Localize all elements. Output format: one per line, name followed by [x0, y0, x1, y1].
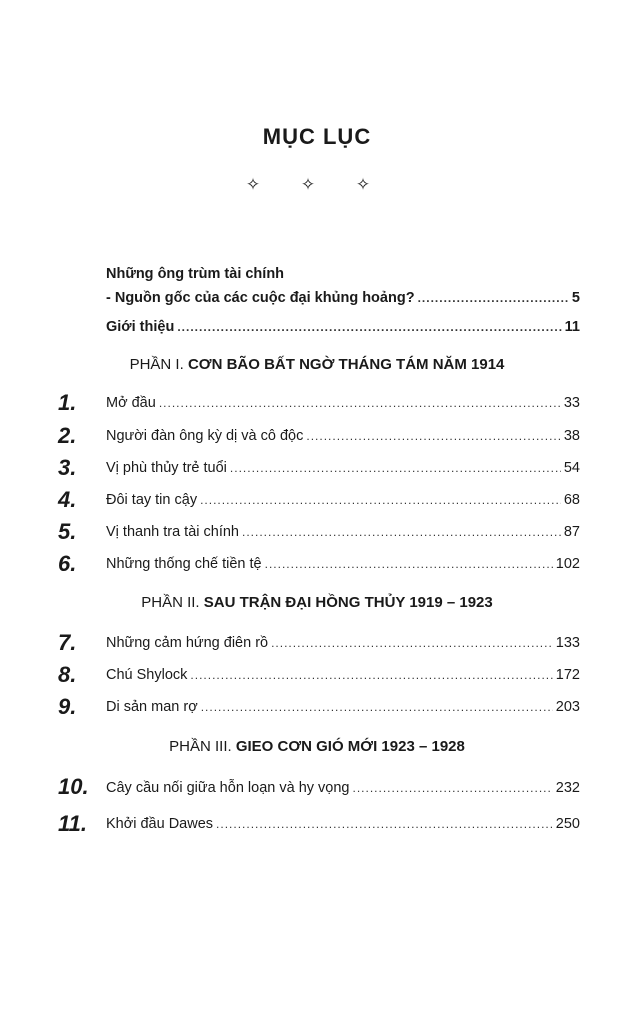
part-1-heading [0, 356, 634, 373]
page-number: 68 [563, 492, 580, 508]
dot-leader [230, 461, 561, 475]
entry-title: Vị phù thủy trẻ tuổi [106, 460, 227, 476]
page-number: 54 [563, 460, 580, 476]
toc-entry [106, 460, 580, 482]
toc-entry [106, 667, 580, 689]
dot-leader [200, 493, 561, 507]
page-number: 250 [555, 816, 580, 832]
dot-leader [306, 429, 561, 443]
part-prefix: PHẦN II. [141, 594, 204, 611]
dot-leader [201, 700, 553, 714]
chapter-number: 2. [58, 423, 77, 448]
part-title: CƠN BÃO BẤT NGỜ THÁNG TÁM NĂM 1914 [187, 356, 505, 373]
entry-title: Mở đầu [106, 395, 156, 411]
chapter-number: 6. [58, 551, 77, 576]
gioi-thieu-entry [106, 319, 580, 341]
entry-title: Chú Shylock [106, 667, 188, 683]
page-number: 203 [555, 699, 580, 715]
chapter-number: 7. [58, 630, 77, 655]
chapter-number: 5. [58, 519, 77, 544]
entry-title: Cây cầu nối giữa hỗn loạn và hy vọng [106, 780, 350, 796]
toc-entry [106, 428, 580, 450]
entry-title: Giới thiệu [106, 319, 175, 335]
chapter-number: 4. [58, 487, 77, 512]
dot-leader [190, 668, 552, 682]
dot-leader [265, 557, 553, 571]
entry-title: Vị thanh tra tài chính [106, 524, 239, 540]
page-number: 102 [555, 556, 580, 572]
toc-entry [106, 556, 580, 578]
dot-leader [242, 525, 561, 539]
part-prefix: PHẦN III. [169, 738, 236, 755]
part-2-heading [0, 594, 634, 611]
dot-leader [271, 636, 553, 650]
page-number: 133 [555, 635, 580, 651]
dot-leader [159, 396, 561, 410]
page-number: 38 [563, 428, 580, 444]
entry-title: Những cảm hứng điên rồ [106, 635, 269, 651]
chapter-number: 3. [58, 455, 77, 480]
part-title: GIEO CƠN GIÓ MỚI 1923 – 1928 [235, 738, 465, 755]
chapter-number: 9. [58, 694, 77, 719]
toc-entry [106, 395, 580, 417]
toc-entry [106, 699, 580, 721]
chapter-number: 1. [58, 390, 77, 415]
entry-title: Người đàn ông kỳ dị và cô độc [106, 428, 304, 444]
toc-entry [106, 524, 580, 546]
intro-line-1: Những ông trùm tài chính [106, 266, 285, 282]
entry-title: Khởi đầu Dawes [106, 816, 214, 832]
page-title: MỤC LỤC [262, 124, 372, 149]
dot-leader [216, 817, 553, 831]
chapter-number: 10. [58, 774, 89, 799]
toc-entry [106, 492, 580, 514]
entry-title: Những thống chế tiền tệ [106, 556, 262, 572]
toc-entry [106, 816, 580, 838]
toc-entry [106, 780, 580, 802]
part-3-heading [0, 738, 634, 755]
toc-entry [106, 635, 580, 657]
entry-title: Di sản man rợ [106, 699, 198, 715]
chapter-number: 8. [58, 662, 77, 687]
part-prefix: PHẦN I. [129, 356, 188, 373]
page-number: 172 [555, 667, 580, 683]
chapter-number: 11. [58, 811, 87, 836]
page-number: 87 [563, 524, 580, 540]
intro-entry [106, 290, 580, 312]
page-number: 33 [563, 395, 580, 411]
page-number: 11 [564, 319, 580, 335]
intro-line-2: - Nguồn gốc của các cuộc đại khủng hoảng? [106, 290, 415, 306]
dot-leader [352, 781, 552, 795]
dot-leader [418, 291, 569, 305]
page-number: 232 [555, 780, 580, 796]
dot-leader [177, 320, 561, 334]
page-number: 5 [571, 290, 580, 306]
entry-title: Đôi tay tin cậy [106, 492, 198, 508]
part-title: SAU TRẬN ĐẠI HỒNG THỦY 1919 – 1923 [203, 594, 493, 611]
ornament-stars-icon: ✧ ✧ ✧ [245, 175, 389, 194]
